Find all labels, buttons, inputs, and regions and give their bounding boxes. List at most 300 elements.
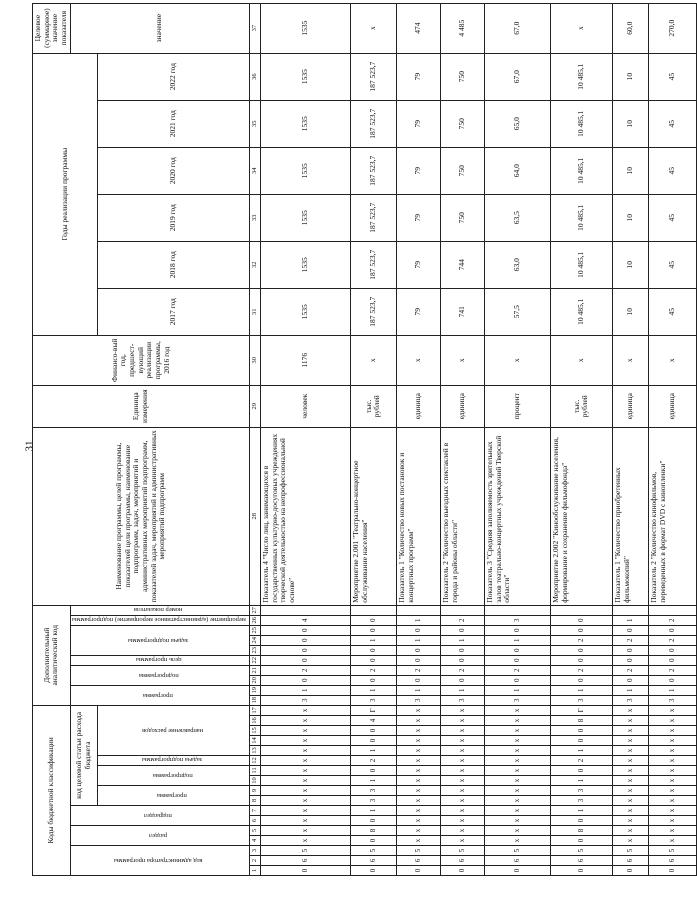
code-cell: 2	[440, 665, 484, 675]
target-article-header: код целевой статьи расхода бюджета	[70, 705, 98, 805]
code-cell: х	[648, 786, 696, 796]
code-cell: х	[648, 836, 696, 846]
code-cell: х	[260, 786, 350, 796]
subsection-header: подраздел	[70, 806, 249, 826]
table-row	[484, 3, 550, 875]
column-number: 32	[249, 241, 260, 288]
code-cell: х	[440, 776, 484, 786]
unit-cell: процент	[484, 385, 550, 427]
year-value-cell: 79	[396, 194, 440, 241]
code-cell: 1	[550, 746, 612, 756]
code-cell: 0	[484, 625, 550, 635]
year-2018-header: 2018 год	[98, 241, 250, 288]
code-cell: 6	[648, 856, 696, 866]
code-cell: 6	[260, 856, 350, 866]
code-cell: 5	[484, 846, 550, 856]
year-value-cell: 10	[612, 100, 648, 147]
year-value-cell: 79	[396, 100, 440, 147]
code-cell: 0	[648, 625, 696, 635]
code-cell: х	[612, 766, 648, 776]
code-cell: 0	[350, 816, 396, 826]
code-cell: 2	[612, 635, 648, 645]
code-cell: х	[648, 716, 696, 726]
code-cell: х	[484, 736, 550, 746]
code-cell: 2	[396, 665, 440, 675]
code-cell: 3	[350, 786, 396, 796]
code-cell: 0	[440, 655, 484, 665]
indicator-number-cell	[550, 605, 612, 615]
code-cell: х	[396, 816, 440, 826]
code-cell: х	[440, 736, 484, 746]
column-number: 4	[249, 836, 260, 846]
name-cell: Мероприятие 2.001 "Театрально-концертное обслуживание населения"	[350, 427, 396, 605]
code-cell: 0	[648, 675, 696, 685]
code-cell: х	[612, 806, 648, 816]
code-cell: х	[260, 806, 350, 816]
year-value-cell: 10 485,1	[550, 147, 612, 194]
code-cell: 0	[440, 866, 484, 876]
table-row	[396, 3, 440, 875]
code-cell: х	[648, 766, 696, 776]
code-cell: х	[440, 806, 484, 816]
code-cell: 0	[350, 836, 396, 846]
code-cell: х	[648, 826, 696, 836]
year-value-cell: 187 523,7	[350, 147, 396, 194]
budget-codes-header: Коды бюджетной классификации	[33, 705, 71, 875]
code-cell: 2	[550, 756, 612, 766]
column-number: 9	[249, 786, 260, 796]
code-cell: х	[612, 796, 648, 806]
code-cell: 3	[350, 796, 396, 806]
column-number: 18	[249, 695, 260, 705]
d-indicator-header: номер показателя	[70, 605, 249, 615]
code-cell: х	[648, 726, 696, 736]
name-cell: Показатель 3 "Средняя заполняемость зрительных залов театрально-концертных учреждений Тверской области"	[484, 427, 550, 605]
code-cell: х	[612, 816, 648, 826]
code-cell: 0	[396, 675, 440, 685]
code-cell: х	[260, 776, 350, 786]
code-cell: 8	[350, 826, 396, 836]
code-cell: 2	[350, 756, 396, 766]
code-cell: 2	[648, 665, 696, 675]
code-cell: х	[612, 746, 648, 756]
column-number: 15	[249, 726, 260, 736]
name-cell: Показатель 2 "Количество выездных спектаклей в города и районы области"	[440, 427, 484, 605]
code-cell: 2	[612, 665, 648, 675]
unit-cell: человек	[260, 385, 350, 427]
year-2022-header: 2022 год	[98, 53, 250, 100]
code-cell: х	[396, 716, 440, 726]
code-cell: 1	[350, 746, 396, 756]
code-cell: 0	[350, 675, 396, 685]
code-cell: 8	[550, 716, 612, 726]
year-value-cell: 750	[440, 147, 484, 194]
subprogram-header: подпрограмма	[98, 766, 250, 786]
code-cell: х	[396, 786, 440, 796]
code-cell: 0	[440, 625, 484, 635]
year-value-cell: 10 485,1	[550, 241, 612, 288]
indicator-number-cell	[484, 605, 550, 615]
code-cell: х	[260, 716, 350, 726]
task-header: задача подпрограммы	[98, 756, 250, 766]
unit-cell: тыс. рублей	[350, 385, 396, 427]
code-cell: х	[396, 766, 440, 776]
year-value-cell: 1535	[260, 53, 350, 100]
column-number: 3	[249, 846, 260, 856]
name-cell: Показатель 4 "Число лиц, занимающихся в государственных культурно-досуговых учреждениях творческой деятельностью на непрофессиональной основе"	[260, 427, 350, 605]
code-cell: 3	[484, 615, 550, 625]
year-2017-header: 2017 год	[98, 288, 250, 335]
table-row	[350, 3, 396, 875]
table-row	[260, 3, 350, 875]
code-cell: 0	[260, 675, 350, 685]
code-cell: х	[396, 776, 440, 786]
code-cell: 3	[484, 695, 550, 705]
code-cell: 0	[550, 645, 612, 655]
base-year-cell: х	[648, 335, 696, 385]
base-year-cell: х	[550, 335, 612, 385]
code-cell: х	[260, 756, 350, 766]
year-value-cell: 750	[440, 100, 484, 147]
code-cell: 3	[550, 796, 612, 806]
column-number: 36	[249, 53, 260, 100]
code-cell: х	[612, 776, 648, 786]
year-value-cell: 187 523,7	[350, 53, 396, 100]
code-cell: 5	[648, 846, 696, 856]
column-number: 10	[249, 776, 260, 786]
code-cell: 2	[440, 615, 484, 625]
code-cell: х	[440, 756, 484, 766]
year-value-cell: 64,0	[484, 147, 550, 194]
base-year-cell: х	[612, 335, 648, 385]
code-cell: х	[260, 705, 350, 715]
column-number: 13	[249, 746, 260, 756]
column-number: 21	[249, 665, 260, 675]
code-cell: х	[260, 726, 350, 736]
code-cell: х	[648, 705, 696, 715]
code-cell: х	[612, 705, 648, 715]
year-value-cell: 1535	[260, 288, 350, 335]
code-cell: 0	[612, 645, 648, 655]
base-year-cell: х	[440, 335, 484, 385]
year-value-cell: 45	[648, 288, 696, 335]
year-value-cell: 741	[440, 288, 484, 335]
year-value-cell: 187 523,7	[350, 288, 396, 335]
column-number: 29	[249, 385, 260, 427]
column-number: 1	[249, 866, 260, 876]
indicator-number-cell	[260, 605, 350, 615]
table-row	[440, 3, 484, 875]
code-cell: х	[612, 836, 648, 846]
code-cell: 1	[396, 635, 440, 645]
code-cell: 5	[550, 846, 612, 856]
name-cell: Показатель 1 "Количество новых постановок и концертных программ"	[396, 427, 440, 605]
code-cell: 6	[350, 856, 396, 866]
code-cell: х	[484, 826, 550, 836]
table-row	[648, 3, 696, 875]
code-cell: х	[396, 806, 440, 816]
year-value-cell: 45	[648, 147, 696, 194]
code-cell: 1	[612, 615, 648, 625]
name-header: Наименование программы, целей программы, показателей цели программы, наименование подпрограмм, задач, мероприятий и административных мероприятий подпрограмм, показателей задач, мероприятий и административных мероприятий подпрограмм	[33, 427, 250, 605]
column-number: 7	[249, 806, 260, 816]
code-cell: х	[484, 726, 550, 736]
column-number: 12	[249, 756, 260, 766]
code-cell: 3	[260, 695, 350, 705]
unit-cell: единица	[612, 385, 648, 427]
code-cell: х	[484, 786, 550, 796]
code-cell: 0	[648, 866, 696, 876]
base-year-cell: х	[396, 335, 440, 385]
code-cell: х	[260, 766, 350, 776]
code-cell: 5	[440, 846, 484, 856]
code-cell: 1	[396, 615, 440, 625]
d-task-header: цель программы	[70, 655, 249, 665]
code-cell: х	[396, 796, 440, 806]
year-value-cell: 1535	[260, 194, 350, 241]
code-cell: х	[440, 836, 484, 846]
code-cell: 1	[260, 685, 350, 695]
column-number: 35	[249, 100, 260, 147]
code-cell: 3	[612, 695, 648, 705]
code-cell: х	[484, 746, 550, 756]
code-cell: х	[440, 786, 484, 796]
code-cell: 0	[550, 655, 612, 665]
code-cell: х	[260, 796, 350, 806]
target-value-cell: х	[550, 3, 612, 53]
column-number: 34	[249, 147, 260, 194]
code-cell: х	[396, 836, 440, 846]
target-value-cell: 67,0	[484, 3, 550, 53]
target-value-cell: 270,0	[648, 3, 696, 53]
code-cell: 1	[350, 635, 396, 645]
target-value-cell: 4 485	[440, 3, 484, 53]
base-year-cell: 1176	[260, 335, 350, 385]
year-2019-header: 2019 год	[98, 194, 250, 241]
code-cell: 6	[484, 856, 550, 866]
column-number: 8	[249, 796, 260, 806]
code-cell: х	[440, 716, 484, 726]
code-cell: 0	[648, 645, 696, 655]
code-cell: х	[612, 716, 648, 726]
years-group-header: Годы реализации программы	[33, 53, 98, 335]
column-number: 28	[249, 427, 260, 605]
code-cell: х	[612, 756, 648, 766]
column-number: 23	[249, 645, 260, 655]
code-cell: х	[440, 746, 484, 756]
unit-header: Единица измерения	[33, 385, 250, 427]
code-cell: х	[396, 726, 440, 736]
code-cell: 0	[612, 866, 648, 876]
additional-code-header: Дополнительный аналитический код	[33, 605, 71, 705]
code-cell: 1	[648, 685, 696, 695]
code-cell: х	[484, 816, 550, 826]
code-cell: 0	[350, 866, 396, 876]
code-cell: 0	[350, 655, 396, 665]
indicator-number-cell	[440, 605, 484, 615]
code-cell: 1	[484, 635, 550, 645]
target-value-cell: 474	[396, 3, 440, 53]
code-cell: 5	[612, 846, 648, 856]
code-cell: 3	[648, 695, 696, 705]
year-value-cell: 10 485,1	[550, 194, 612, 241]
code-cell: 0	[550, 675, 612, 685]
code-cell: х	[260, 816, 350, 826]
code-cell: 2	[260, 665, 350, 675]
year-value-cell: 1535	[260, 147, 350, 194]
code-cell: 2	[350, 665, 396, 675]
year-value-cell: 10	[612, 53, 648, 100]
section-header: раздел	[70, 826, 249, 846]
code-cell: 0	[612, 675, 648, 685]
column-number: 5	[249, 826, 260, 836]
code-cell: 4	[350, 716, 396, 726]
year-value-cell: 750	[440, 53, 484, 100]
year-value-cell: 10 485,1	[550, 53, 612, 100]
code-cell: х	[440, 766, 484, 776]
code-cell: 6	[440, 856, 484, 866]
unit-cell: тыс. рублей	[550, 385, 612, 427]
code-cell: х	[396, 746, 440, 756]
code-cell: Г	[550, 705, 612, 715]
year-value-cell: 187 523,7	[350, 241, 396, 288]
column-number: 25	[249, 625, 260, 635]
code-cell: 0	[550, 726, 612, 736]
code-cell: 5	[350, 846, 396, 856]
code-cell: 3	[440, 695, 484, 705]
code-cell: х	[648, 816, 696, 826]
program-header: программа	[98, 786, 250, 806]
code-cell: х	[260, 826, 350, 836]
year-value-cell: 750	[440, 194, 484, 241]
unit-cell: единица	[648, 385, 696, 427]
year-value-cell: 10 485,1	[550, 100, 612, 147]
code-cell: 0	[350, 645, 396, 655]
code-cell: 1	[612, 685, 648, 695]
year-value-cell: 45	[648, 241, 696, 288]
program-indicators-table	[32, 3, 697, 876]
code-cell: 0	[260, 625, 350, 635]
code-cell: Г	[350, 705, 396, 715]
code-cell: 0	[550, 625, 612, 635]
column-number: 33	[249, 194, 260, 241]
code-cell: х	[484, 806, 550, 816]
code-cell: х	[648, 776, 696, 786]
code-cell: х	[484, 756, 550, 766]
code-cell: 0	[550, 866, 612, 876]
code-cell: х	[260, 746, 350, 756]
column-number: 14	[249, 736, 260, 746]
column-number: 37	[249, 3, 260, 53]
target-header: Целевое (суммарное) значение показателя	[33, 3, 71, 53]
code-cell: 2	[484, 665, 550, 675]
year-value-cell: 65,0	[484, 100, 550, 147]
code-cell: 6	[612, 856, 648, 866]
code-cell: 1	[440, 685, 484, 695]
code-cell: 0	[396, 655, 440, 665]
code-cell: 5	[260, 846, 350, 856]
table-body	[260, 3, 696, 875]
indicator-number-cell	[396, 605, 440, 615]
code-cell: х	[396, 705, 440, 715]
expense-direction-header: направление расходов	[98, 705, 250, 755]
code-cell: х	[484, 705, 550, 715]
code-cell: 0	[350, 766, 396, 776]
year-value-cell: 187 523,7	[350, 100, 396, 147]
code-cell: 8	[550, 826, 612, 836]
admin-code-header: код администратора программы	[70, 846, 249, 876]
code-cell: 0	[550, 816, 612, 826]
column-number: 17	[249, 705, 260, 715]
year-value-cell: 10 485,1	[550, 288, 612, 335]
year-value-cell: 187 523,7	[350, 194, 396, 241]
code-cell: 2	[648, 615, 696, 625]
d-program-header: программа	[70, 685, 249, 705]
column-number: 6	[249, 816, 260, 826]
code-cell: 6	[550, 856, 612, 866]
code-cell: 0	[396, 645, 440, 655]
base-year-header: Финансо-вый год, предшест-вующий реализации программы, 2016 год	[33, 335, 250, 385]
code-cell: 0	[260, 645, 350, 655]
column-number: 19	[249, 685, 260, 695]
base-year-cell: х	[484, 335, 550, 385]
year-value-cell: 45	[648, 53, 696, 100]
code-cell: х	[612, 736, 648, 746]
code-cell: х	[396, 736, 440, 746]
year-value-cell: 67,0	[484, 53, 550, 100]
code-cell: х	[612, 826, 648, 836]
code-cell: 1	[550, 685, 612, 695]
code-cell: 0	[350, 736, 396, 746]
code-cell: х	[484, 776, 550, 786]
unit-cell: единица	[396, 385, 440, 427]
base-year-cell: х	[350, 335, 396, 385]
year-value-cell: 45	[648, 194, 696, 241]
code-cell: 0	[260, 866, 350, 876]
code-cell: 0	[550, 615, 612, 625]
code-cell: х	[440, 816, 484, 826]
column-numbers-row	[249, 3, 260, 875]
code-cell: х	[648, 806, 696, 816]
code-cell: х	[612, 726, 648, 736]
code-cell: 0	[612, 625, 648, 635]
column-number: 24	[249, 635, 260, 645]
code-cell: 0	[484, 645, 550, 655]
code-cell: 3	[550, 695, 612, 705]
code-cell: 0	[440, 675, 484, 685]
year-value-cell: 10	[612, 147, 648, 194]
code-cell: 0	[260, 635, 350, 645]
table-row	[550, 3, 612, 875]
code-cell: 1	[350, 776, 396, 786]
indicator-number-cell	[612, 605, 648, 615]
code-cell: 2	[550, 635, 612, 645]
code-cell: 1	[440, 635, 484, 645]
code-cell: 4	[260, 615, 350, 625]
code-cell: 0	[484, 675, 550, 685]
code-cell: 0	[260, 655, 350, 665]
code-cell: х	[440, 826, 484, 836]
table-row	[612, 3, 648, 875]
code-cell: 6	[396, 856, 440, 866]
code-cell: х	[648, 756, 696, 766]
year-value-cell: 63,0	[484, 241, 550, 288]
target-value-cell: х	[350, 3, 396, 53]
d-event-count-header: задача подпрограммы	[70, 625, 249, 655]
column-number: 20	[249, 675, 260, 685]
code-cell: 3	[396, 695, 440, 705]
code-cell: х	[648, 746, 696, 756]
